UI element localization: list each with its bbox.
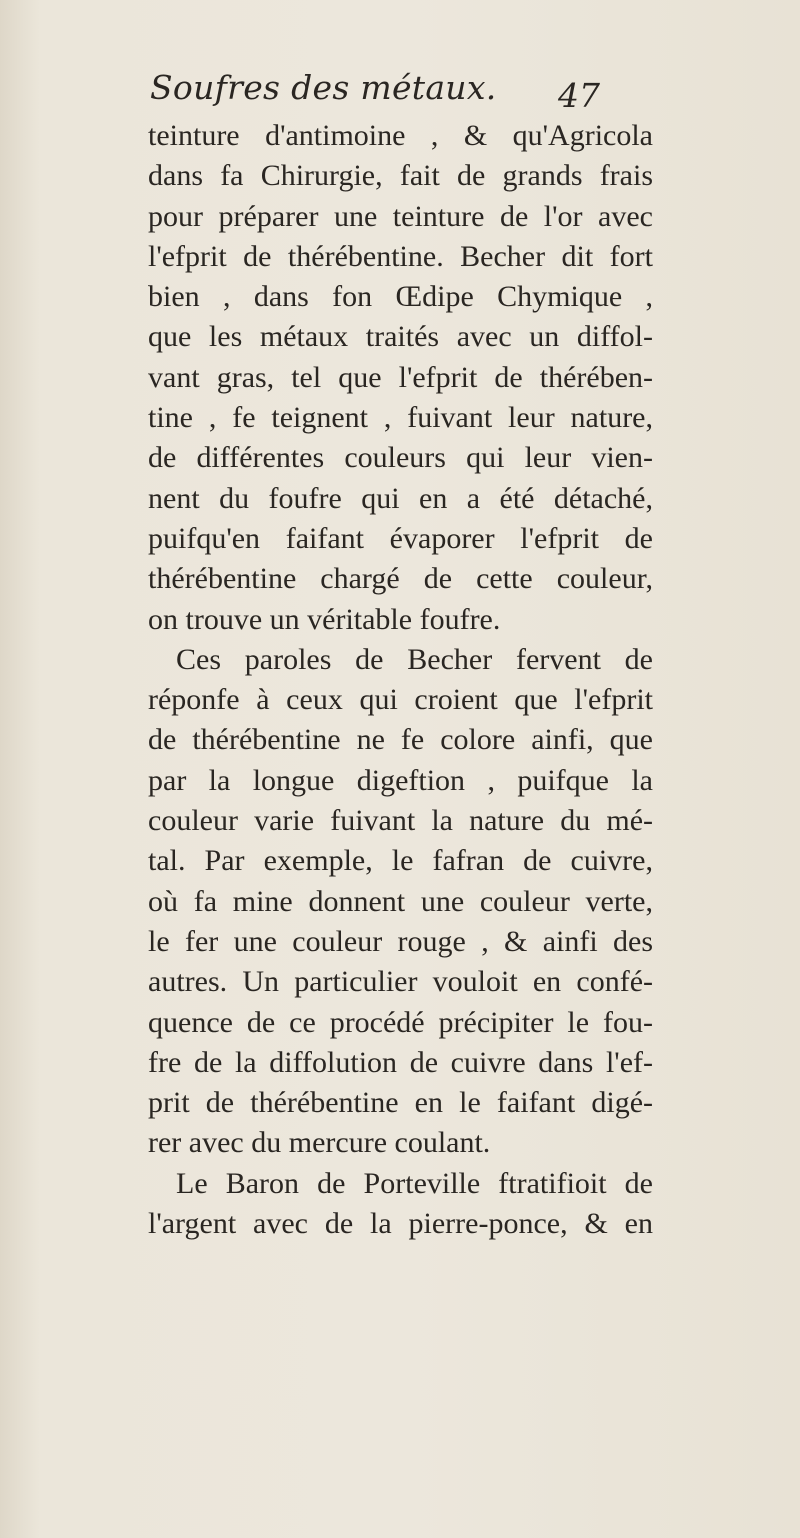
running-head: [150, 68, 630, 115]
page-number: 47: [558, 76, 600, 115]
text-line: de différentes couleurs qui leur vien-: [148, 441, 653, 475]
text-line: prit de thérébentine en le faifant digé-: [148, 1086, 653, 1120]
text-line: thérébentine chargé de cette couleur,: [148, 562, 653, 596]
text-line: fre de la diffolution de cuivre dans l'ef-: [148, 1045, 653, 1079]
text-line: que les métaux traités avec un diffol-: [148, 320, 653, 354]
text-line: rer avec du mercure coulant.: [148, 1126, 491, 1160]
body-text: [148, 116, 653, 1244]
text-line: couleur varie fuivant la nature du mé-: [148, 804, 653, 838]
text-line: autres. Un particulier vouloit en confé-: [148, 965, 653, 999]
text-line: on trouve un véritable foufre.: [148, 602, 501, 636]
text-line: l'argent avec de la pierre-ponce, & en: [148, 1207, 653, 1241]
text-line: où fa mine donnent une couleur verte,: [148, 884, 653, 918]
text-line: dans fa Chirurgie, fait de grands frais: [148, 159, 653, 193]
text-line: puifqu'en faifant évaporer l'efprit de: [148, 521, 653, 555]
text-line: vant gras, tel que l'efprit de thérében-: [148, 360, 653, 394]
text-line: bien , dans fon Œdipe Chymique ,: [148, 280, 653, 314]
text-line: pour préparer une teinture de l'or avec: [148, 199, 653, 233]
text-line: Le Baron de Porteville ftratifioit de: [176, 1166, 653, 1200]
text-line: l'efprit de thérébentine. Becher dit fort: [148, 239, 653, 273]
text-line: tal. Par exemple, le fafran de cuivre,: [148, 844, 653, 878]
text-line: tine , fe teignent , fuivant leur nature,: [148, 401, 653, 435]
running-title: Soufres des métaux.: [150, 68, 497, 107]
text-line: Ces paroles de Becher fervent de: [176, 642, 653, 676]
text-line: le fer une couleur rouge , & ainfi des: [148, 924, 653, 958]
text-line: teinture d'antimoine , & qu'Agricola: [148, 119, 653, 152]
text-line: réponfe à ceux qui croient que l'efprit: [148, 683, 653, 717]
text-line: quence de ce procédé précipiter le fou-: [148, 1005, 653, 1039]
text-line: par la longue digeftion , puifque la: [148, 763, 653, 797]
text-line: de thérébentine ne fe colore ainfi, que: [148, 723, 653, 757]
text-line: nent du foufre qui en a été détaché,: [148, 481, 653, 515]
